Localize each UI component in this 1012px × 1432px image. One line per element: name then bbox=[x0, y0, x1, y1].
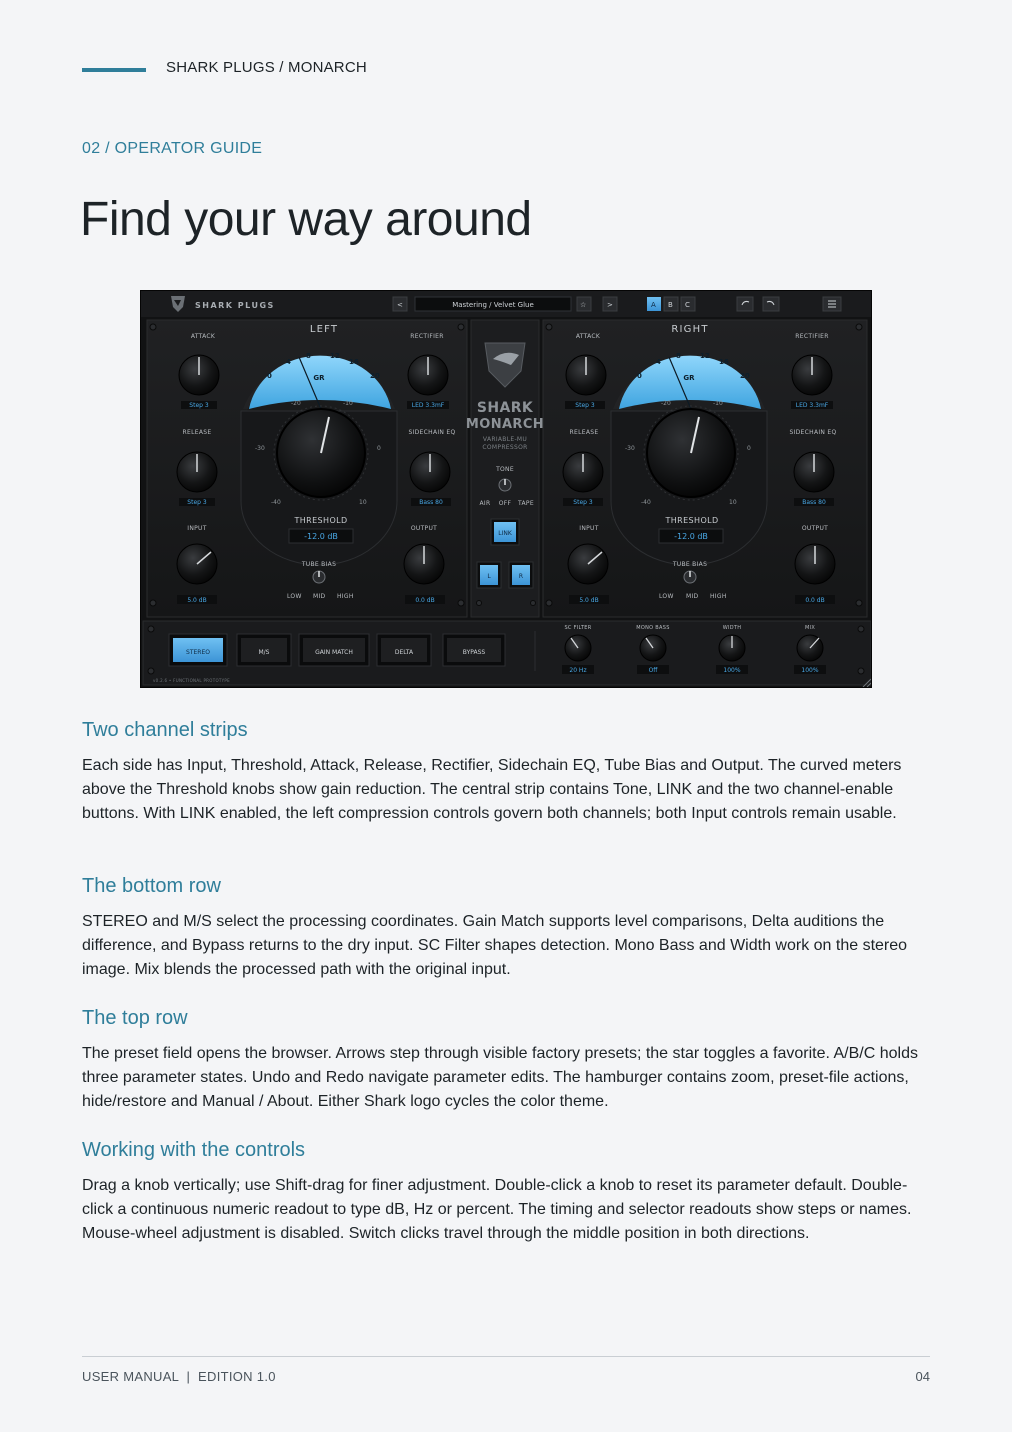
header-accent-bar bbox=[82, 68, 146, 72]
section-body: Each side has Input, Threshold, Attack, Release, Rectifier, Sidechain EQ, Tube Bias and Output. The curved meters above the Threshold knobs show gain reduction. The central strip contains Tone, LINK and the two channel-enable buttons. With LINK enabled, the left compression controls govern both channels; both Input controls remain usable. bbox=[82, 757, 902, 822]
section-two-channel-strips bbox=[82, 719, 932, 826]
header-brand-path: SHARK PLUGS / MONARCH bbox=[166, 59, 367, 76]
preset-field[interactable] bbox=[415, 297, 571, 311]
mix-value: 100% bbox=[801, 667, 819, 674]
right-enable-label: R bbox=[518, 573, 524, 580]
dial-tick: -20 bbox=[291, 400, 301, 407]
section-body: The preset field opens the browser. Arrows step through visible factory presets; the star toggles a favorite. A/B/C holds three parameter states. Undo and Redo navigate parameter edits. The hamburger contains zoom, preset-file actions, hide/restore and Manual / About. Either Shark logo cycles the color theme. bbox=[82, 1045, 918, 1110]
gain-match-button[interactable] bbox=[299, 634, 369, 666]
center-logo-line1: SHARK bbox=[476, 400, 534, 416]
width-value: 100% bbox=[723, 667, 741, 674]
dial-tick: -40 bbox=[271, 499, 281, 506]
left-enable-label: L bbox=[487, 573, 491, 580]
footer-page-number: 04 bbox=[915, 1369, 930, 1384]
version-label: v0.2.6 • FUNCTIONAL PROTOTYPE bbox=[153, 678, 230, 683]
left-release-value: Step 3 bbox=[187, 499, 207, 506]
link-button[interactable] bbox=[491, 519, 519, 545]
right-input-label: INPUT bbox=[579, 525, 599, 532]
section-heading: Working with the controls bbox=[82, 1139, 306, 1161]
dial-tick: -10 bbox=[343, 400, 353, 407]
ab-slot-label: C bbox=[685, 301, 690, 309]
left-rectifier-label: RECTIFIER bbox=[410, 333, 444, 340]
left-threshold-label: THRESHOLD bbox=[294, 516, 348, 525]
redo-button[interactable] bbox=[763, 297, 779, 311]
right-input-knob[interactable] bbox=[568, 544, 608, 584]
ab-slot-a[interactable] bbox=[647, 297, 661, 311]
section-heading: The bottom row bbox=[82, 875, 221, 897]
dial-tick: -10 bbox=[713, 400, 723, 407]
right-rectifier-value: LED 3.3mF bbox=[795, 402, 829, 409]
tubebias-option: HIGH bbox=[337, 593, 354, 600]
right-tubebias-switch[interactable] bbox=[684, 571, 696, 583]
tone-option: OFF bbox=[498, 500, 512, 507]
left-attack-knob[interactable] bbox=[179, 355, 219, 395]
meter-tick: 12 bbox=[700, 352, 710, 360]
section-bottom-row bbox=[82, 875, 932, 982]
meter-tick: 12 bbox=[330, 352, 340, 360]
right-rectifier-label: RECTIFIER bbox=[795, 333, 829, 340]
meter-tick: 0 bbox=[637, 372, 642, 380]
dial-tick: -40 bbox=[641, 499, 651, 506]
meter-tick: 8 bbox=[676, 352, 681, 360]
left-rectifier-value: LED 3.3mF bbox=[411, 402, 445, 409]
meter-tick: 20 bbox=[740, 372, 750, 380]
section-heading: The top row bbox=[82, 1007, 188, 1029]
center-tagline2: COMPRESSOR bbox=[482, 444, 528, 451]
plugin-brand[interactable]: SHARK PLUGS bbox=[195, 301, 275, 310]
right-channel-title: RIGHT bbox=[671, 324, 709, 335]
ab-slot-b[interactable] bbox=[664, 297, 678, 311]
left-input-knob[interactable] bbox=[177, 544, 217, 584]
preset-next-button[interactable] bbox=[603, 297, 617, 311]
section-label: 02 / OPERATOR GUIDE bbox=[82, 140, 263, 157]
right-output-knob[interactable] bbox=[795, 544, 835, 584]
delta-label: DELTA bbox=[394, 649, 414, 656]
stereo-label: STEREO bbox=[186, 649, 210, 656]
tone-switch[interactable] bbox=[499, 479, 511, 491]
preset-prev-label: < bbox=[397, 301, 403, 309]
left-attack-value: Step 3 bbox=[189, 402, 209, 409]
tubebias-option: HIGH bbox=[710, 593, 727, 600]
dial-tick: -30 bbox=[255, 445, 265, 452]
left-output-knob[interactable] bbox=[404, 544, 444, 584]
section-heading: Two channel strips bbox=[82, 719, 248, 741]
page-title: Find your way around bbox=[80, 193, 532, 246]
left-rectifier-knob[interactable] bbox=[408, 355, 448, 395]
center-tagline1: VARIABLE-MU bbox=[482, 436, 528, 443]
left-release-label: RELEASE bbox=[182, 429, 212, 436]
gain-match-label: GAIN MATCH bbox=[315, 649, 353, 656]
mix-label: MIX bbox=[804, 625, 816, 631]
plugin-ui bbox=[141, 291, 872, 688]
right-attack-knob[interactable] bbox=[566, 355, 606, 395]
meter-label: GR bbox=[683, 374, 695, 382]
left-tubebias-switch[interactable] bbox=[313, 571, 325, 583]
ms-label: M/S bbox=[258, 649, 270, 656]
preset-prev-button[interactable] bbox=[393, 297, 407, 311]
menu-button[interactable] bbox=[823, 297, 841, 311]
left-sidechain-knob[interactable] bbox=[410, 452, 450, 492]
right-release-value: Step 3 bbox=[573, 499, 593, 506]
left-sidechain-label: SIDECHAIN EQ bbox=[408, 429, 456, 436]
meter-tick: 16 bbox=[719, 358, 729, 366]
link-label: LINK bbox=[498, 530, 512, 537]
tubebias-option: LOW bbox=[287, 593, 302, 600]
tubebias-option: MID bbox=[313, 593, 326, 600]
right-release-knob[interactable] bbox=[563, 452, 603, 492]
meter-tick: 0 bbox=[267, 372, 272, 380]
left-release-knob[interactable] bbox=[177, 452, 217, 492]
right-attack-label: ATTACK bbox=[575, 333, 601, 340]
right-output-value: 0.0 dB bbox=[805, 597, 825, 604]
sc-filter-knob[interactable] bbox=[565, 635, 591, 661]
preset-name: Mastering / Velvet Glue bbox=[452, 301, 534, 309]
ab-slot-c[interactable] bbox=[681, 297, 695, 311]
center-logo-line2: MONARCH bbox=[465, 417, 545, 432]
right-output-label: OUTPUT bbox=[801, 525, 829, 532]
width-label: WIDTH bbox=[722, 625, 742, 631]
dial-tick: 0 bbox=[747, 445, 751, 452]
right-sidechain-label: SIDECHAIN EQ bbox=[789, 429, 837, 436]
right-sidechain-knob[interactable] bbox=[794, 452, 834, 492]
dial-tick: 0 bbox=[377, 445, 381, 452]
right-input-value: 5.0 dB bbox=[579, 597, 599, 604]
right-release-label: RELEASE bbox=[569, 429, 599, 436]
dial-tick: 10 bbox=[359, 499, 367, 506]
right-threshold-label: THRESHOLD bbox=[665, 516, 719, 525]
footer-rule bbox=[82, 1356, 930, 1357]
meter-tick: 4 bbox=[656, 358, 661, 366]
delta-button[interactable] bbox=[377, 634, 431, 666]
tone-option: TAPE bbox=[518, 500, 534, 507]
bypass-button[interactable] bbox=[443, 634, 505, 666]
meter-tick: 20 bbox=[370, 372, 380, 380]
favorite-star-button[interactable] bbox=[577, 297, 591, 311]
left-sidechain-value: Bass 80 bbox=[419, 499, 443, 506]
tone-label: TONE bbox=[496, 466, 514, 473]
left-channel-title: LEFT bbox=[309, 324, 339, 335]
left-tubebias-label: TUBE BIAS bbox=[301, 561, 337, 568]
star-icon: ☆ bbox=[580, 301, 587, 309]
tone-option: AIR bbox=[479, 500, 491, 507]
bypass-label: BYPASS bbox=[462, 649, 486, 656]
left-output-label: OUTPUT bbox=[410, 525, 438, 532]
meter-label: GR bbox=[313, 374, 325, 382]
sc-filter-label: SC FILTER bbox=[564, 625, 592, 631]
mono-bass-knob[interactable] bbox=[640, 635, 666, 661]
right-rectifier-knob[interactable] bbox=[792, 355, 832, 395]
stereo-button[interactable] bbox=[169, 634, 227, 666]
section-working-with-controls bbox=[82, 1139, 932, 1246]
right-attack-value: Step 3 bbox=[575, 402, 595, 409]
left-input-label: INPUT bbox=[187, 525, 207, 532]
ms-button[interactable] bbox=[237, 634, 291, 666]
ab-slot-label: B bbox=[668, 301, 673, 309]
mono-bass-label: MONO BASS bbox=[636, 625, 670, 631]
left-threshold-value: -12.0 dB bbox=[304, 532, 338, 541]
width-knob[interactable] bbox=[719, 635, 745, 661]
plugin-screenshot bbox=[140, 290, 872, 688]
right-threshold-value: -12.0 dB bbox=[674, 532, 708, 541]
left-attack-label: ATTACK bbox=[190, 333, 216, 340]
ab-slot-label: A bbox=[651, 301, 656, 309]
section-body: STEREO and M/S select the processing coordinates. Gain Match supports level comparisons, Delta auditions the difference, and Bypass returns to the dry input. SC Filter shapes detection. Mono Bass and Width work on the stereo image. Mix blends the processed path with the original input. bbox=[82, 913, 908, 978]
right-sidechain-value: Bass 80 bbox=[802, 499, 826, 506]
mix-knob[interactable] bbox=[797, 635, 823, 661]
tubebias-option: LOW bbox=[659, 593, 674, 600]
section-top-row bbox=[82, 1007, 932, 1114]
dial-tick: 10 bbox=[729, 499, 737, 506]
right-tubebias-label: TUBE BIAS bbox=[672, 561, 708, 568]
meter-tick: 4 bbox=[286, 358, 291, 366]
mono-bass-value: Off bbox=[648, 667, 658, 674]
tubebias-option: MID bbox=[686, 593, 699, 600]
right-enable-button[interactable] bbox=[509, 562, 533, 588]
meter-tick: 16 bbox=[349, 358, 359, 366]
left-enable-button[interactable] bbox=[477, 562, 501, 588]
section-body: Drag a knob vertically; use Shift-drag for finer adjustment. Double-click a knob to reset its parameter default. Double-click a continuous numeric readout to type dB, Hz or percent. The timing and selector readouts show steps or names. Mouse-wheel adjustment is disabled. Switch clicks travel through the middle position in both directions. bbox=[82, 1177, 912, 1242]
left-output-value: 0.0 dB bbox=[415, 597, 435, 604]
undo-button[interactable] bbox=[737, 297, 753, 311]
left-input-value: 5.0 dB bbox=[187, 597, 207, 604]
dial-tick: -30 bbox=[625, 445, 635, 452]
preset-next-label: > bbox=[607, 301, 613, 309]
meter-tick: 8 bbox=[306, 352, 311, 360]
footer-edition: USER MANUAL | EDITION 1.0 bbox=[82, 1369, 276, 1384]
sc-filter-value: 20 Hz bbox=[569, 667, 587, 674]
dial-tick: -20 bbox=[661, 400, 671, 407]
